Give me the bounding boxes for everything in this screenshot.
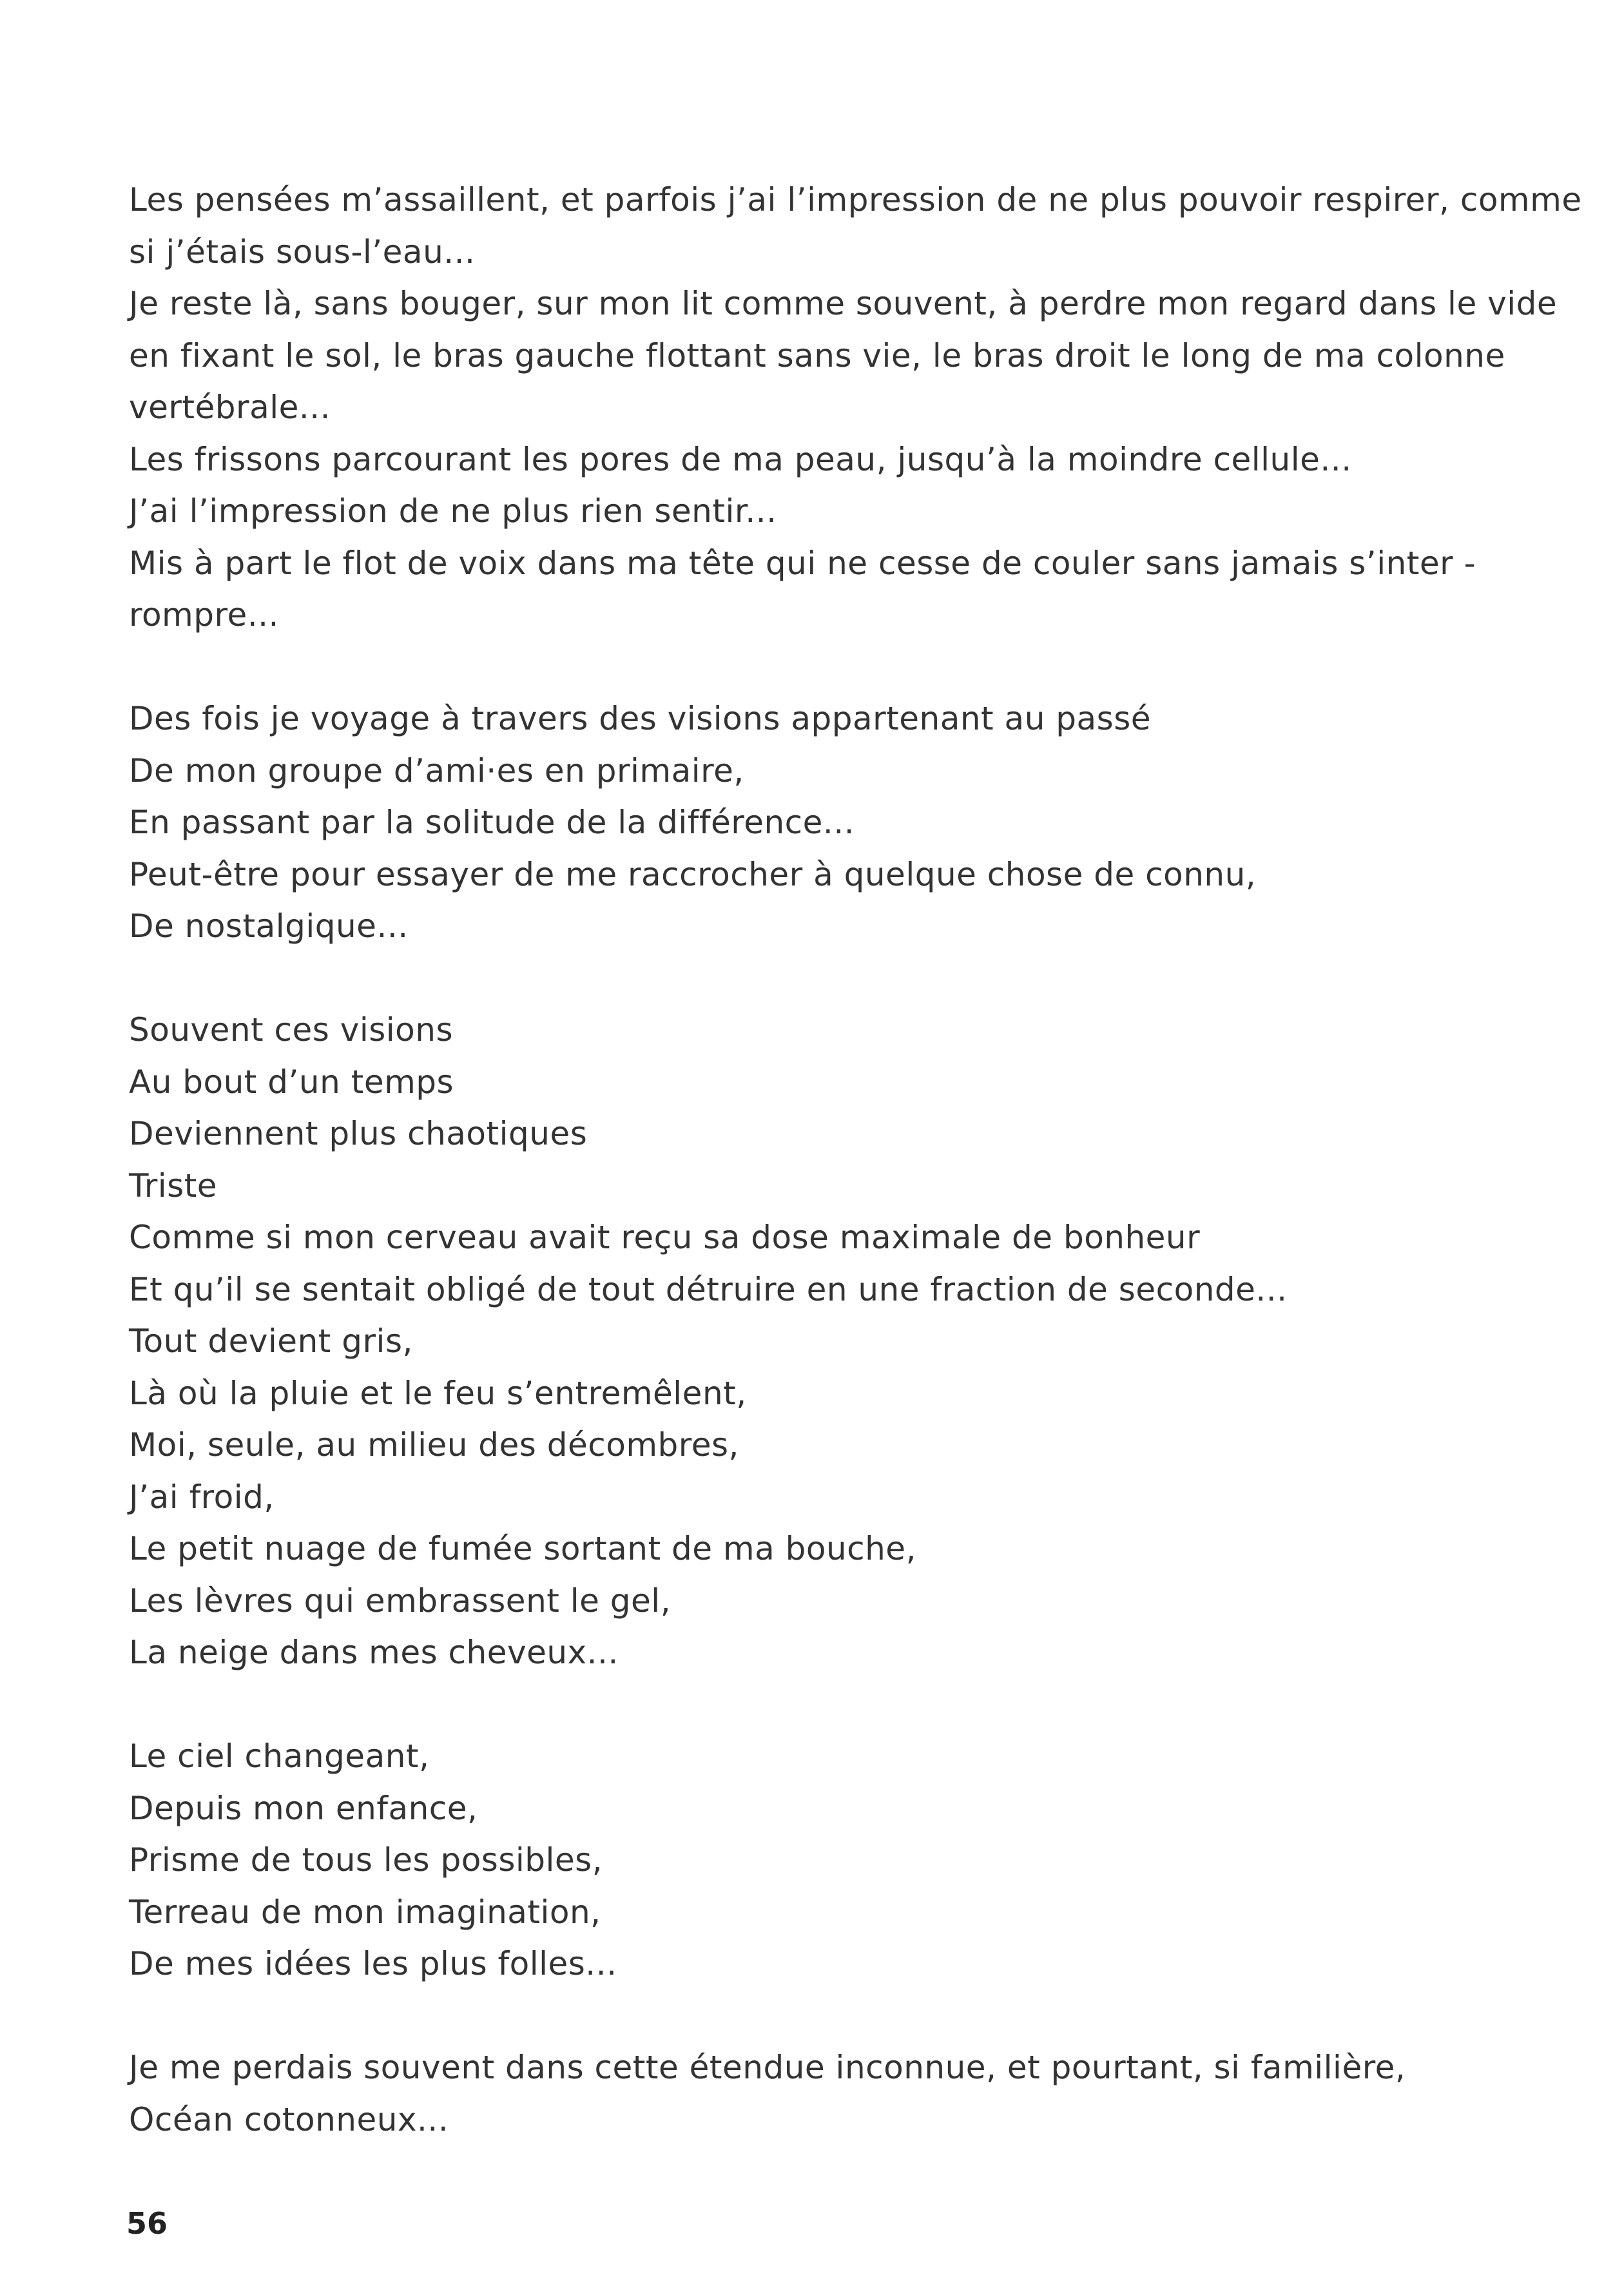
text-line: Comme si mon cerveau avait reçu sa dose maximale de bonheur (129, 1219, 1201, 1256)
text-line: vertébrale... (129, 389, 331, 426)
poem-text-block (129, 174, 1582, 2145)
text-line: Et qu’il se sentait obligé de tout détruire en une fraction de seconde... (129, 1270, 1288, 1308)
text-line: Deviennent plus chaotiques (129, 1115, 588, 1152)
text-line: De mes idées les plus folles... (129, 1945, 617, 1982)
text-line: Les frissons parcourant les pores de ma peau, jusqu’à la moindre cellule... (129, 440, 1352, 478)
text-line: Les pensées m’assaillent, et parfois j’ai l’impression de ne plus pouvoir respirer, comme (129, 181, 1582, 218)
text-line: Au bout d’un temps (129, 1063, 454, 1101)
text-line: rompre... (129, 596, 279, 634)
text-line: en fixant le sol, le bras gauche flottant sans vie, le bras droit le long de ma colonne (129, 336, 1505, 374)
text-line: Mis à part le flot de voix dans ma tête qui ne cesse de couler sans jamais s’inter - (129, 544, 1476, 582)
text-line: Océan cotonneux... (129, 2100, 449, 2138)
text-line: Triste (129, 1166, 218, 1205)
text-line: Souvent ces visions (129, 1011, 454, 1049)
text-line: Je me perdais souvent dans cette étendue inconnue, et pourtant, si familière, (129, 2049, 1406, 2086)
stanza-gap (129, 1990, 1508, 2042)
text-line: Peut-être pour essayer de me raccrocher à quelque chose de connu, (129, 855, 1257, 893)
text-line: J’ai froid, (129, 1478, 275, 1516)
text-line: Là où la pluie et le feu s’entremêlent, (129, 1374, 747, 1412)
text-line: Les lèvres qui embrassent le gel, (129, 1582, 672, 1620)
text-line: J’ai l’impression de ne plus rien sentir... (129, 492, 777, 530)
text-line: En passant par la solitude de la différence... (129, 804, 855, 841)
stanza-gap (129, 641, 1508, 693)
text-line: De nostalgique... (129, 907, 409, 945)
stanza-gap (129, 1679, 1508, 1731)
text-line: Depuis mon enfance, (129, 1789, 478, 1827)
text-line: La neige dans mes cheveux... (129, 1634, 619, 1671)
page-number: 56 (126, 2206, 168, 2241)
stanza-gap (129, 953, 1508, 1005)
text-line: Je reste là, sans bouger, sur mon lit comme souvent, à perdre mon regard dans le vide (129, 285, 1558, 322)
text-line: De mon groupe d’ami·es en primaire, (129, 751, 744, 789)
text-line: Le petit nuage de fumée sortant de ma bouche, (129, 1530, 916, 1567)
text-line: Terreau de mon imagination, (129, 1893, 601, 1931)
text-line: si j’étais sous-l’eau... (129, 233, 476, 271)
text-line: Des fois je voyage à travers des visions appartenant au passé (129, 700, 1152, 737)
text-line: Prisme de tous les possibles, (129, 1841, 603, 1879)
text-line: Moi, seule, au milieu des décombres, (129, 1426, 739, 1464)
text-line: Le ciel changeant, (129, 1737, 430, 1775)
text-line: Tout devient gris, (129, 1322, 413, 1360)
